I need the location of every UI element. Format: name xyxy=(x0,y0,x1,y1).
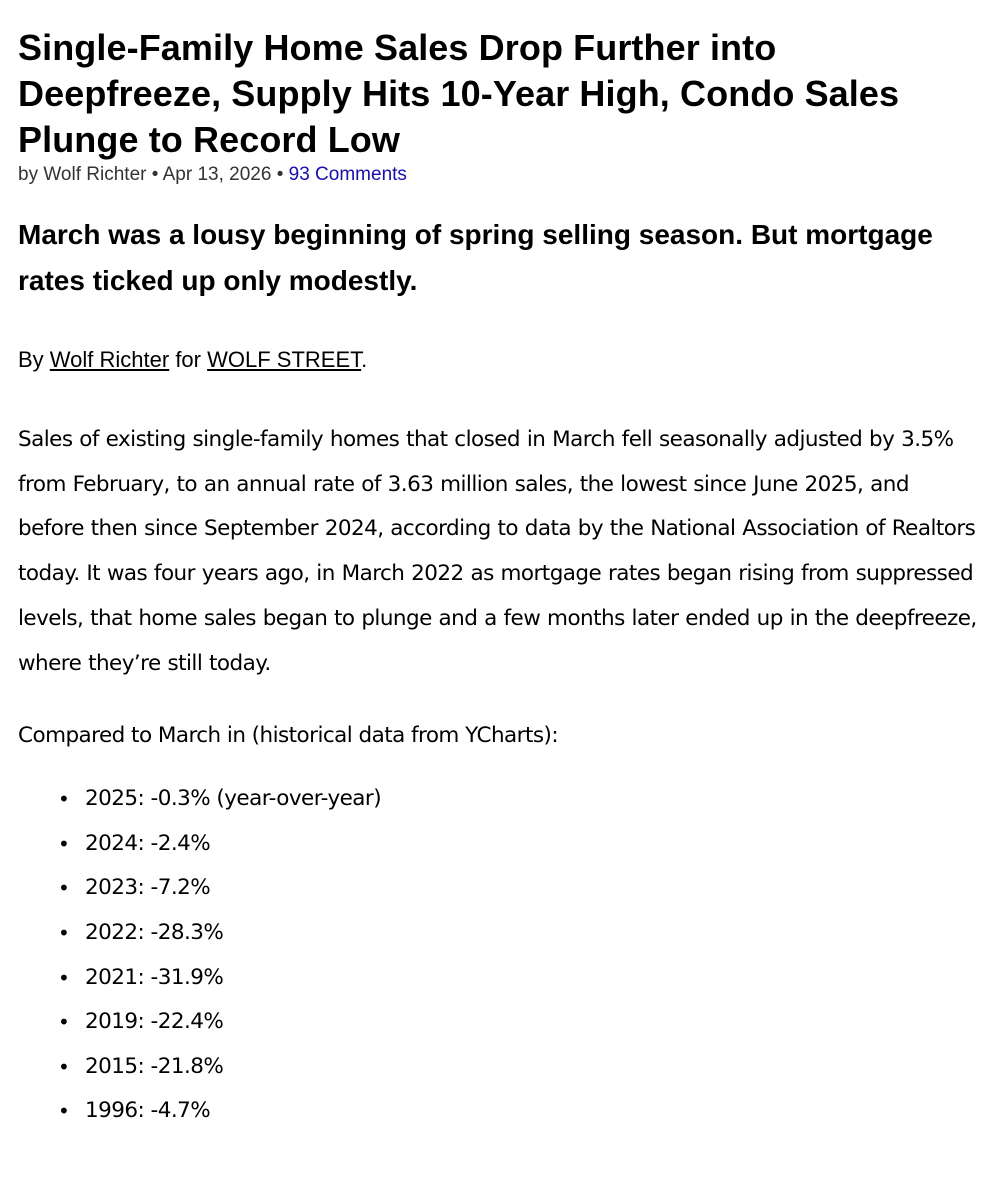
bullet-icon: • xyxy=(58,965,70,990)
article xyxy=(18,0,978,1134)
list-item-text: 2021: -31.9% xyxy=(85,964,224,990)
author-credit xyxy=(18,345,978,375)
bullet-icon: • xyxy=(58,1054,70,1079)
list-item xyxy=(18,911,978,956)
site-link[interactable]: WOLF STREET xyxy=(207,347,362,372)
list-item xyxy=(18,777,978,822)
list-item xyxy=(18,866,978,911)
list-item-text: 2022: -28.3% xyxy=(85,920,224,945)
list-item-text: 1996: -4.7% xyxy=(85,1098,211,1124)
comments-link[interactable]: 93 Comments xyxy=(288,164,407,185)
list-item xyxy=(18,1045,978,1090)
list-item-text: 2023: -7.2% xyxy=(85,875,211,901)
bullet-icon: • xyxy=(58,787,70,812)
by-word: By xyxy=(18,347,50,372)
article-subhead: March was a lousy beginning of spring selling season. But mortgage rates ticked up only modestly. xyxy=(18,219,933,296)
bullet-icon: • xyxy=(58,1010,70,1035)
list-item-text: 2024: -2.4% xyxy=(85,830,211,856)
list-item xyxy=(18,822,978,867)
list-item-text: 2019: -22.4% xyxy=(85,1009,224,1035)
list-item xyxy=(18,956,978,1001)
bullet-icon: • xyxy=(58,1099,70,1124)
list-item-text: 2025: -0.3% (year-over-year) xyxy=(85,786,382,812)
byline-text: by Wolf Richter • Apr 13, 2026 • xyxy=(18,164,289,185)
list-item xyxy=(18,1089,978,1134)
bullet-icon: • xyxy=(58,876,70,901)
comparison-list xyxy=(18,777,978,1134)
list-item-text: 2015: -21.8% xyxy=(85,1053,224,1079)
bullet-icon: • xyxy=(58,831,70,856)
bullet-icon: • xyxy=(58,921,70,945)
article-headline: Single-Family Home Sales Drop Further into Deepfreeze, Supply Hits 10-Year High, Condo Sales Plunge to Record Low xyxy=(18,27,900,160)
list-item xyxy=(18,1000,978,1045)
body-paragraph-1: Sales of existing single-family homes that closed in March fell seasonally adjusted by 3.5% from February, to an annual rate of 3.63 million sales, the lowest since June 2025, and before then since September 2024, according to data by the National Association of Realtors today. It was four years ago, in March 2022 as mortgage rates began rising from suppressed levels, that home sales began to plunge and a few months later ended up in the deepfreeze, where they’re still today. xyxy=(18,427,977,676)
byline xyxy=(18,163,978,187)
author-link[interactable]: Wolf Richter xyxy=(49,347,170,372)
credit-period: . xyxy=(361,347,368,372)
body-paragraph-2: Compared to March in (historical data from YCharts): xyxy=(18,723,559,749)
for-word: for xyxy=(169,347,208,372)
